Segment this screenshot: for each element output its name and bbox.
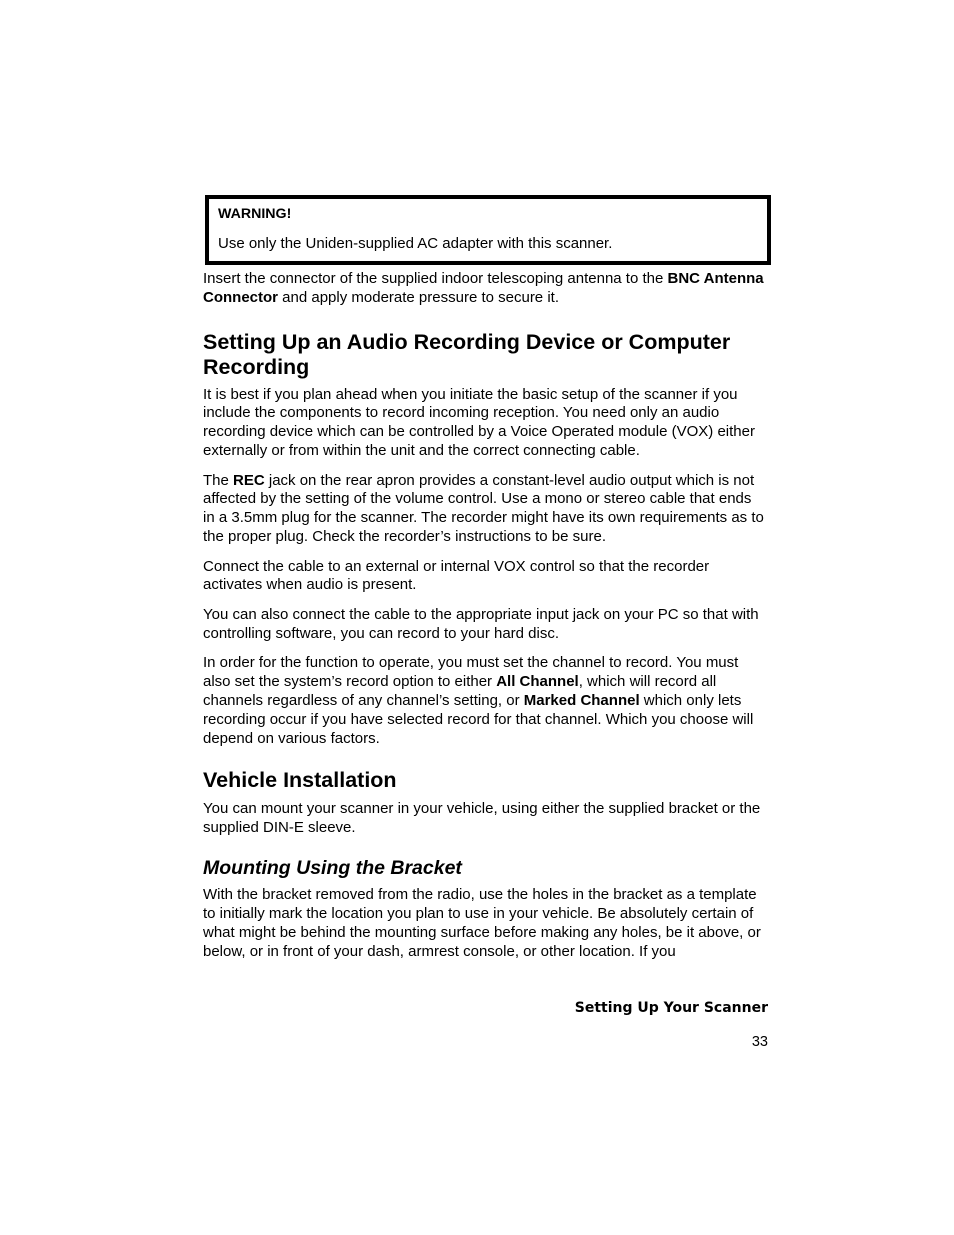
- rec-text-start: The: [203, 471, 234, 489]
- audio-paragraph-3: Connect the cable to an external or internal VOX control so that the recorder activates when audio is present.: [203, 557, 710, 594]
- audio-paragraph-4: You can also connect the cable to the appropriate input jack on your PC so that with controlling software, you can record to your hard disc.: [203, 605, 759, 642]
- warning-text: Use only the Uniden-supplied AC adapter with this scanner.: [218, 235, 613, 252]
- antenna-text-start: Insert the connector of the supplied indoor telescoping antenna to the: [203, 270, 668, 287]
- vehicle-paragraph: You can mount your scanner in your vehicle, using either the supplied bracket or the supplied DIN-E sleeve.: [203, 799, 761, 836]
- audio-paragraph-5: [203, 654, 767, 748]
- page-content: [203, 195, 767, 972]
- bracket-paragraph: With the bracket removed from the radio, use the holes in the bracket as a template to initially mark the location you plan to use in your vehicle. Be absolutely certain of what might be behind the mounting surface before making any holes, be it above, or below, or in front of your dash, armrest console, or other location. If you: [203, 886, 761, 960]
- bnc-connector-term: BNC Antenna Connector: [203, 270, 764, 306]
- all-channel-term: All Channel: [496, 673, 579, 691]
- record-option-text-3: which only lets recording occur if you have selected record for that channel. Which you choose will depend on various factors.: [203, 691, 754, 747]
- record-option-text-1: In order for the function to operate, you must set the channel to record. You must also set the system’s record option to either: [203, 654, 739, 691]
- bracket-mounting-heading: Mounting Using the Bracket: [203, 857, 462, 880]
- audio-recording-heading: Setting Up an Audio Recording Device or Computer Recording: [203, 329, 731, 380]
- vehicle-installation-heading: Vehicle Installation: [203, 768, 397, 793]
- footer-section-title: Setting Up Your Scanner: [574, 1000, 768, 1016]
- marked-channel-term: Marked Channel: [523, 691, 640, 709]
- audio-paragraph-1: It is best if you plan ahead when you initiate the basic setup of the scanner if you include the components to record incoming reception. You need only an audio recording device which can be controlled by a Voice Operated module (VOX) either externally or from within the unit and the correct connecting cable.: [203, 385, 755, 459]
- page-number: 33: [751, 1034, 768, 1050]
- warning-title: WARNING!: [218, 206, 292, 222]
- rec-text-end: jack on the rear apron provides a constant-level audio output which is not affected by the setting of the volume control. Use a mono or stereo cable that ends in a 3.5mm plug for the scanner. The recorder might have its own requirements as to the proper plug. Check the recorder’s instructions to be sure.: [203, 471, 764, 545]
- antenna-instruction-paragraph: [203, 270, 767, 308]
- audio-paragraph-2: [203, 472, 767, 547]
- rec-jack-term: REC: [233, 471, 265, 489]
- warning-box: [205, 195, 771, 265]
- record-option-text-2: , which will record all channels regardless of any channel’s setting, or: [203, 673, 717, 709]
- antenna-text-end: and apply moderate pressure to secure it.: [278, 288, 559, 306]
